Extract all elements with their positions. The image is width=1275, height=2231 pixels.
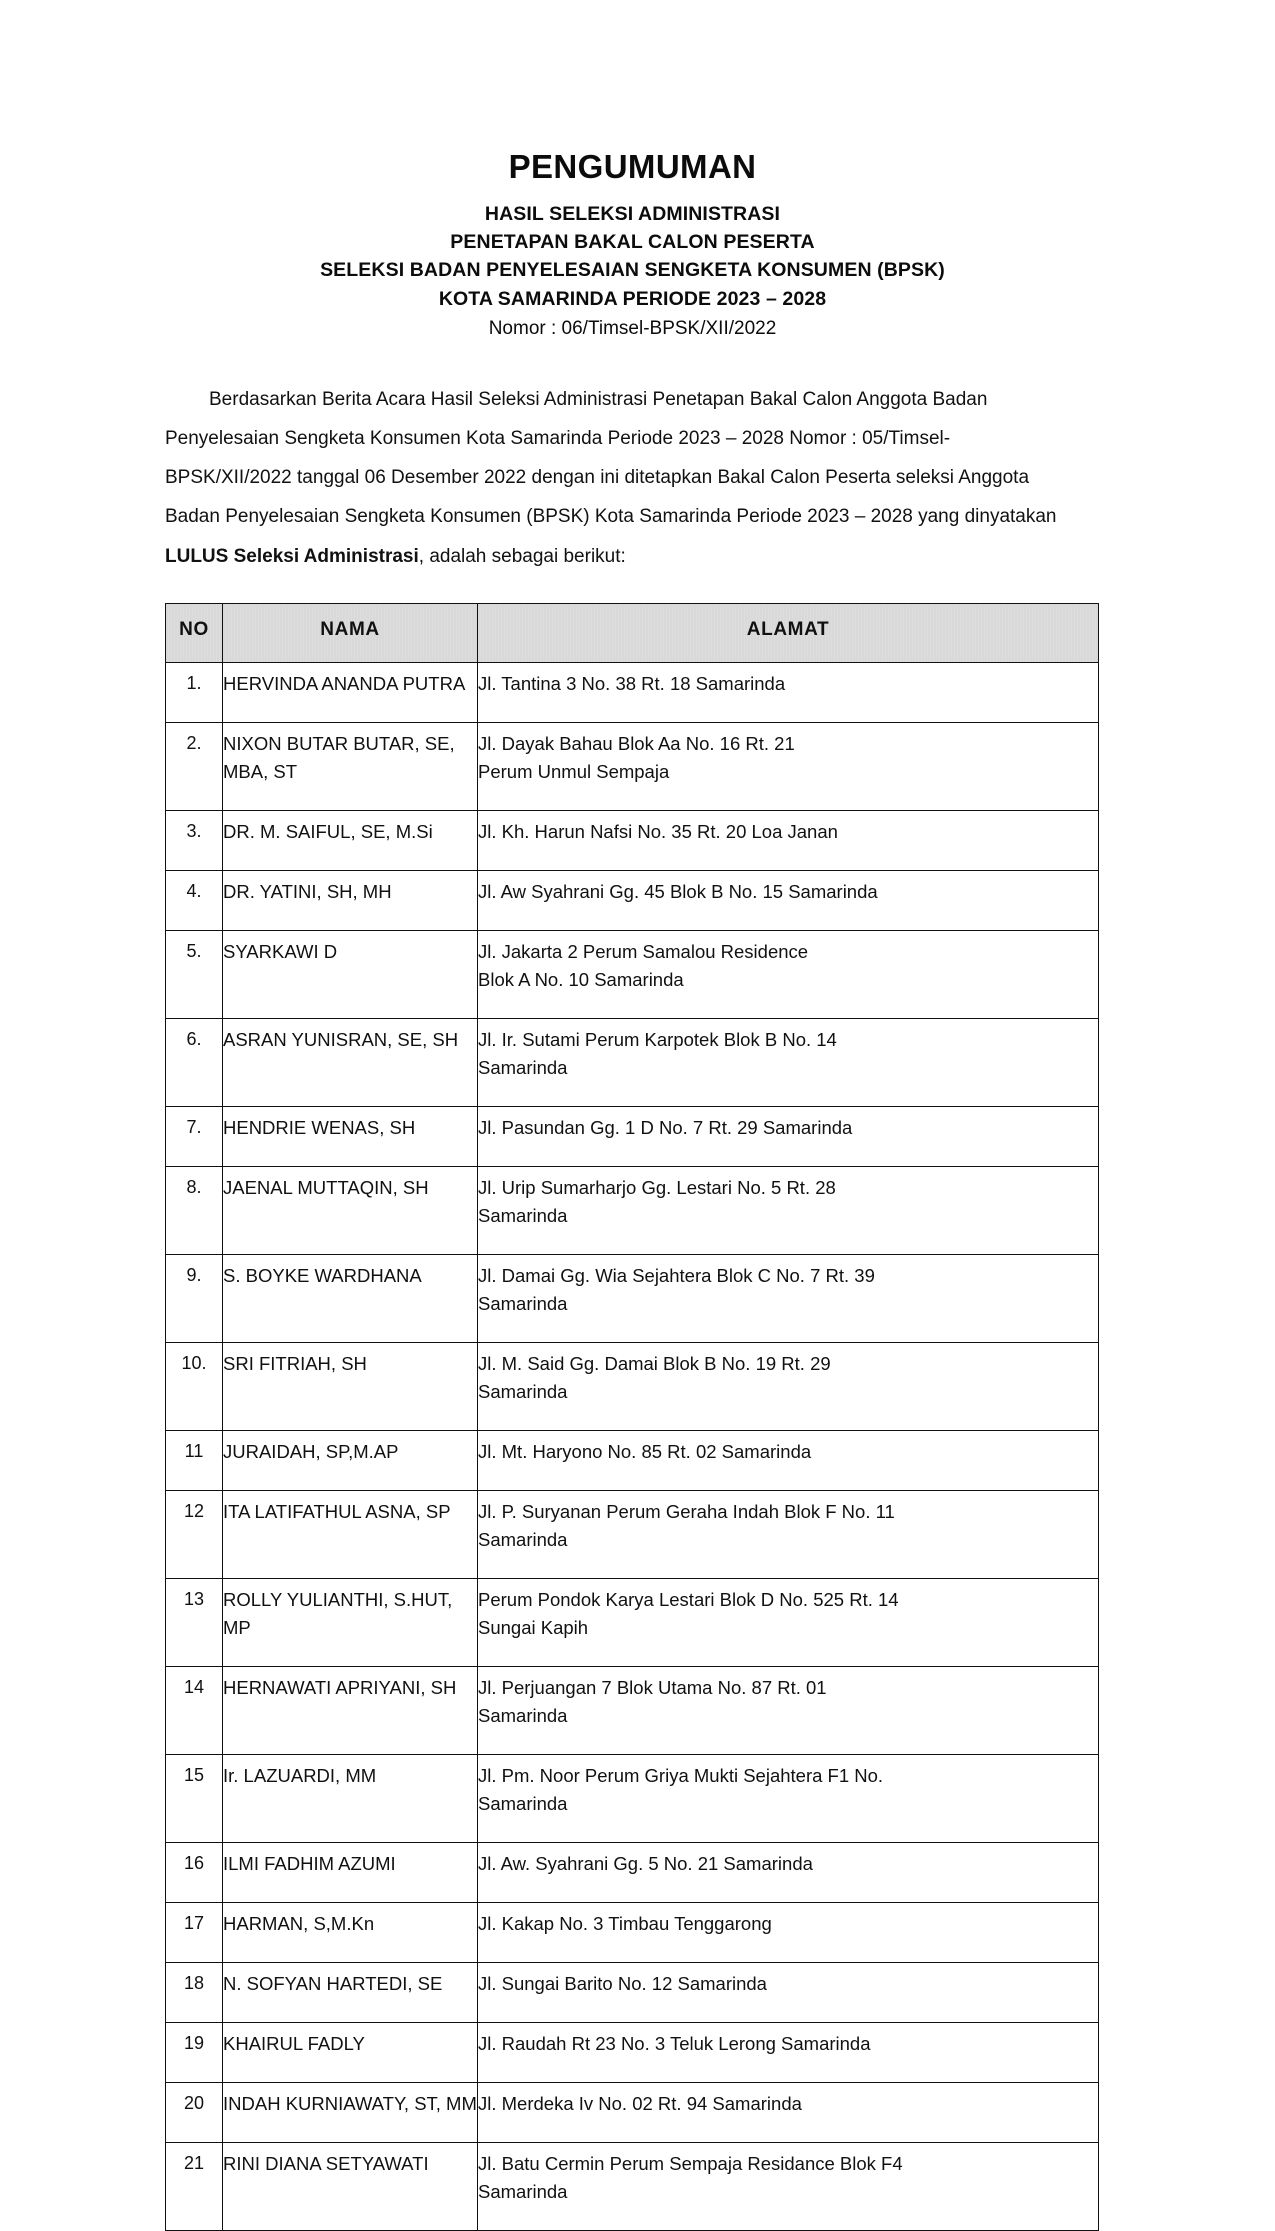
cell-alamat [478, 2083, 1099, 2143]
cell-alamat [478, 2143, 1099, 2231]
document-content [165, 0, 1100, 2231]
cell-alamat [478, 1255, 1099, 1343]
cell-alamat-line-2: Samarinda [478, 1529, 568, 1551]
cell-alamat [478, 2023, 1099, 2083]
cell-alamat-line-2: Samarinda [478, 1293, 568, 1315]
cell-no: 14 [166, 1667, 223, 1755]
cell-alamat-line-2: Samarinda [478, 1057, 568, 1079]
cell-alamat-line-1: Jl. Tantina 3 No. 38 Rt. 18 Samarinda [478, 673, 786, 695]
cell-no: 7. [166, 1107, 223, 1167]
cell-nama: DR. YATINI, SH, MH [223, 871, 478, 931]
cell-alamat-line-1: Jl. Ir. Sutami Perum Karpotek Blok B No. 14 [478, 1029, 837, 1051]
table-row [166, 931, 1099, 1019]
table-row [166, 1491, 1099, 1579]
cell-alamat [478, 1019, 1099, 1107]
cell-no: 6. [166, 1019, 223, 1107]
cell-alamat [478, 1963, 1099, 2023]
table-row [166, 723, 1099, 811]
cell-no: 9. [166, 1255, 223, 1343]
cell-alamat [478, 1843, 1099, 1903]
cell-no: 15 [166, 1755, 223, 1843]
cell-alamat-line-2: Samarinda [478, 1705, 568, 1727]
cell-no: 5. [166, 931, 223, 1019]
cell-nama: RINI DIANA SETYAWATI [223, 2143, 478, 2231]
cell-alamat-line-1: Perum Pondok Karya Lestari Blok D No. 525 Rt. 14 [478, 1589, 899, 1611]
column-header-nama: NAMA [223, 604, 478, 663]
table-row [166, 1755, 1099, 1843]
paragraph-line-3: BPSK/XII/2022 tanggal 06 Desember 2022 dengan ini ditetapkan Bakal Calon Peserta seleksi Anggota [165, 467, 1030, 489]
cell-alamat [478, 1579, 1099, 1667]
table-row [166, 1667, 1099, 1755]
cell-no: 2. [166, 723, 223, 811]
cell-no: 8. [166, 1167, 223, 1255]
cell-alamat [478, 1431, 1099, 1491]
cell-alamat-line-1: Jl. Perjuangan 7 Blok Utama No. 87 Rt. 01 [478, 1677, 827, 1699]
paragraph-line-1 [165, 380, 1100, 419]
results-table-wrapper [165, 603, 1100, 2231]
table-row [166, 2083, 1099, 2143]
lulus-emphasis: LULUS Seleksi Administrasi [165, 545, 419, 567]
cell-nama: SYARKAWI D [223, 931, 478, 1019]
cell-alamat-line-1: Jl. Aw. Syahrani Gg. 5 No. 21 Samarinda [478, 1853, 813, 1875]
subtitle-line-4: KOTA SAMARINDA PERIODE 2023 – 2028 [438, 287, 827, 310]
cell-alamat [478, 931, 1099, 1019]
column-header-no: NO [166, 604, 223, 663]
paragraph-line-2: Penyelesaian Sengketa Konsumen Kota Samarinda Periode 2023 – 2028 Nomor : 05/Timsel- [165, 427, 951, 449]
cell-alamat [478, 1667, 1099, 1755]
cell-no: 19 [166, 2023, 223, 2083]
table-row [166, 1579, 1099, 1667]
table-row [166, 1019, 1099, 1107]
table-head [166, 604, 1099, 663]
cell-alamat-line-1: Jl. Kakap No. 3 Timbau Tenggarong [478, 1913, 772, 1935]
cell-alamat-line-2: Samarinda [478, 2181, 568, 2203]
paragraph-line-5-rest: , adalah sebagai berikut: [418, 545, 626, 567]
cell-alamat-line-1: Jl. Batu Cermin Perum Sempaja Residance Blok F4 [478, 2153, 903, 2175]
table-row [166, 663, 1099, 723]
table-body [166, 663, 1099, 2231]
cell-alamat-line-2: Sungai Kapih [478, 1617, 589, 1639]
table-header-row [166, 604, 1099, 663]
cell-alamat-line-1: Jl. Mt. Haryono No. 85 Rt. 02 Samarinda [478, 1441, 812, 1463]
cell-alamat-line-2: Blok A No. 10 Samarinda [478, 969, 684, 991]
results-table [165, 603, 1099, 2231]
cell-alamat-line-2: Samarinda [478, 1381, 568, 1403]
cell-nama: ILMI FADHIM AZUMI [223, 1843, 478, 1903]
cell-nama: ITA LATIFATHUL ASNA, SP [223, 1491, 478, 1579]
cell-nama: SRI FITRIAH, SH [223, 1343, 478, 1431]
cell-alamat [478, 871, 1099, 931]
cell-no: 13 [166, 1579, 223, 1667]
cell-nama: JAENAL MUTTAQIN, SH [223, 1167, 478, 1255]
table-row [166, 1963, 1099, 2023]
cell-alamat-line-2: Perum Unmul Sempaja [478, 761, 670, 783]
cell-alamat-line-1: Jl. Damai Gg. Wia Sejahtera Blok C No. 7 Rt. 39 [478, 1265, 875, 1287]
cell-alamat [478, 1903, 1099, 1963]
cell-nama: NIXON BUTAR BUTAR, SE, MBA, ST [223, 723, 478, 811]
cell-alamat-line-1: Jl. P. Suryanan Perum Geraha Indah Blok F No. 11 [478, 1501, 895, 1523]
cell-alamat [478, 1755, 1099, 1843]
cell-nama: JURAIDAH, SP,M.AP [223, 1431, 478, 1491]
cell-no: 3. [166, 811, 223, 871]
cell-nama: HENDRIE WENAS, SH [223, 1107, 478, 1167]
table-row [166, 1167, 1099, 1255]
cell-alamat-line-2: Samarinda [478, 1205, 568, 1227]
cell-alamat-line-1: Jl. Pm. Noor Perum Griya Mukti Sejahtera F1 No. [478, 1765, 884, 1787]
cell-nama: KHAIRUL FADLY [223, 2023, 478, 2083]
column-header-alamat: ALAMAT [478, 604, 1099, 663]
cell-nama: HERVINDA ANANDA PUTRA [223, 663, 478, 723]
cell-no: 1. [166, 663, 223, 723]
cell-nama: ROLLY YULIANTHI, S.HUT, MP [223, 1579, 478, 1667]
table-row [166, 1903, 1099, 1963]
table-row [166, 1843, 1099, 1903]
cell-nama: S. BOYKE WARDHANA [223, 1255, 478, 1343]
cell-alamat-line-1: Jl. Dayak Bahau Blok Aa No. 16 Rt. 21 [478, 733, 795, 755]
cell-no: 16 [166, 1843, 223, 1903]
cell-nama: INDAH KURNIAWATY, ST, MM [223, 2083, 478, 2143]
cell-alamat-line-1: Jl. Urip Sumarharjo Gg. Lestari No. 5 Rt. 28 [478, 1177, 836, 1199]
document-header [165, 0, 1100, 344]
cell-alamat-line-1: Jl. M. Said Gg. Damai Blok B No. 19 Rt. 29 [478, 1353, 831, 1375]
cell-alamat-line-1: Jl. Aw Syahrani Gg. 45 Blok B No. 15 Samarinda [478, 881, 878, 903]
cell-alamat [478, 1343, 1099, 1431]
cell-nama: N. SOFYAN HARTEDI, SE [223, 1963, 478, 2023]
cell-alamat-line-1: Jl. Kh. Harun Nafsi No. 35 Rt. 20 Loa Janan [478, 821, 838, 843]
cell-nama: Ir. LAZUARDI, MM [223, 1755, 478, 1843]
cell-alamat [478, 1167, 1099, 1255]
table-row [166, 871, 1099, 931]
table-row [166, 2143, 1099, 2231]
cell-no: 4. [166, 871, 223, 931]
cell-alamat-line-1: Jl. Sungai Barito No. 12 Samarinda [478, 1973, 767, 1995]
cell-nama: ASRAN YUNISRAN, SE, SH [223, 1019, 478, 1107]
cell-no: 11 [166, 1431, 223, 1491]
cell-nama: HARMAN, S,M.Kn [223, 1903, 478, 1963]
cell-no: 10. [166, 1343, 223, 1431]
cell-alamat [478, 1491, 1099, 1579]
cell-nama: HERNAWATI APRIYANI, SH [223, 1667, 478, 1755]
subtitle-line-2: PENETAPAN BAKAL CALON PESERTA [450, 231, 815, 254]
paragraph-line-1-text: Berdasarkan Berita Acara Hasil Seleksi Administrasi Penetapan Bakal Calon Anggota Badan [209, 388, 988, 410]
table-row [166, 1255, 1099, 1343]
cell-alamat-line-1: Jl. Jakarta 2 Perum Samalou Residence [478, 941, 809, 963]
cell-alamat [478, 811, 1099, 871]
page-title: PENGUMUMAN [508, 148, 757, 185]
cell-no: 18 [166, 1963, 223, 2023]
cell-alamat-line-1: Jl. Raudah Rt 23 No. 3 Teluk Lerong Samarinda [478, 2033, 871, 2055]
cell-alamat-line-1: Jl. Pasundan Gg. 1 D No. 7 Rt. 29 Samarinda [478, 1117, 853, 1139]
cell-alamat-line-2: Samarinda [478, 1793, 568, 1815]
cell-alamat [478, 723, 1099, 811]
document-number: Nomor : 06/Timsel-BPSK/XII/2022 [488, 318, 777, 339]
cell-no: 20 [166, 2083, 223, 2143]
table-row [166, 811, 1099, 871]
intro-paragraph [165, 380, 1100, 577]
table-row [166, 1431, 1099, 1491]
paragraph-line-4: Badan Penyelesaian Sengketa Konsumen (BPSK) Kota Samarinda Periode 2023 – 2028 yang dinyatakan [165, 506, 1057, 528]
cell-alamat [478, 663, 1099, 723]
table-row [166, 1343, 1099, 1431]
table-row [166, 2023, 1099, 2083]
subtitle-line-3: SELEKSI BADAN PENYELESAIAN SENGKETA KONSUMEN (BPSK) [320, 259, 945, 282]
paragraph-line-5 [165, 537, 1100, 576]
cell-nama: DR. M. SAIFUL, SE, M.Si [223, 811, 478, 871]
cell-alamat [478, 1107, 1099, 1167]
cell-no: 12 [166, 1491, 223, 1579]
cell-no: 21 [166, 2143, 223, 2231]
cell-no: 17 [166, 1903, 223, 1963]
table-row [166, 1107, 1099, 1167]
cell-alamat-line-1: Jl. Merdeka Iv No. 02 Rt. 94 Samarinda [478, 2093, 802, 2115]
subtitle-line-1: HASIL SELEKSI ADMINISTRASI [484, 202, 781, 225]
